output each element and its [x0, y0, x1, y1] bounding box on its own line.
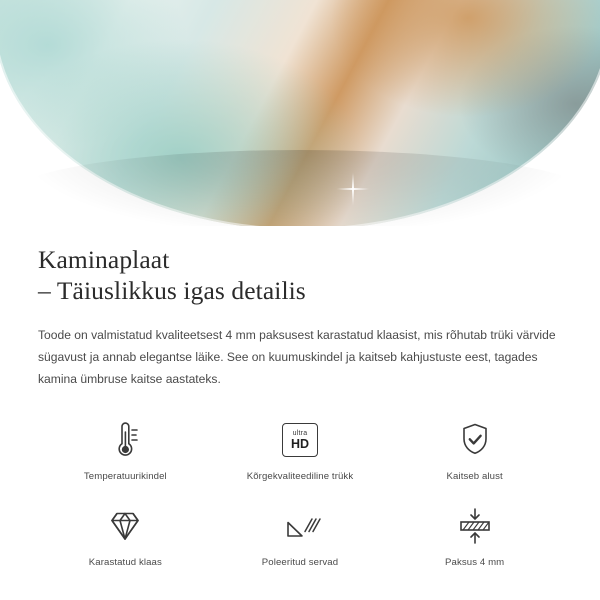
- ultra-hd-badge-top: ultra: [292, 429, 308, 437]
- feature-protects-surface: [387, 418, 562, 482]
- polished-edges-icon: [278, 504, 322, 548]
- title-line-1: Kaminaplaat: [38, 245, 170, 274]
- feature-high-quality-print: [213, 418, 388, 482]
- ultra-hd-badge-bottom: HD: [290, 436, 310, 451]
- product-description-block: [0, 244, 600, 568]
- title-line-2: – Täiuslikkus igas detailis: [38, 276, 306, 305]
- feature-label: Kõrgekvaliteediline trükk: [246, 471, 354, 482]
- ultra-hd-icon: [282, 418, 318, 462]
- page-title: [38, 244, 562, 306]
- feature-label: Temperatuurikindel: [83, 471, 167, 482]
- feature-tempered-glass: [38, 504, 213, 568]
- shield-check-icon: [455, 418, 495, 462]
- feature-label: Paksus 4 mm: [445, 557, 505, 568]
- feature-grid: [38, 418, 562, 568]
- feature-temperature-resistant: [38, 418, 213, 482]
- plate-texture: [0, 0, 600, 226]
- thickness-arrows-icon: [453, 504, 497, 548]
- hero-image: [0, 0, 600, 226]
- thermometer-icon: [105, 418, 145, 462]
- feature-polished-edges: [213, 504, 388, 568]
- feature-thickness: [387, 504, 562, 568]
- feature-label: Poleeritud servad: [261, 557, 339, 568]
- feature-label: Kaitseb alust: [446, 471, 503, 482]
- product-description-text: Toode on valmistatud kvaliteetsest 4 mm paksusest karastatud klaasist, mis rõhutab trüki värvide sügavust ja annab elegantse läike. See on kuumuskindel ja kaitseb kahjustuste eest, tagades kamina ümbruse kaitse aastateks.: [38, 328, 556, 386]
- feature-label: Karastatud klaas: [88, 557, 162, 568]
- diamond-icon: [103, 504, 147, 548]
